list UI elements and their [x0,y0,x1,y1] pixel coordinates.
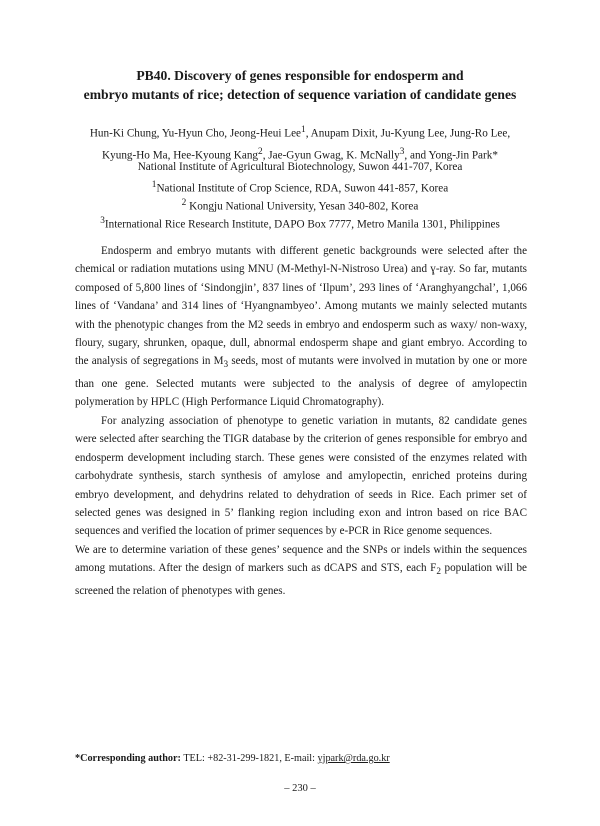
paragraph-text: population will be screened the relation of phenotypes with genes. [75,562,527,597]
affiliation-text: Kongju National University, Yesan 340-802, Korea [186,200,419,213]
affiliation-marker: 3 [100,216,105,226]
paper-title [40,66,560,104]
abstract-body [75,242,527,600]
paragraph-text: seeds, most of mutants were involved in mutation by one or more than one gene. Selected mutants were subjected to the analysis of degree of amylopectin polymeration by HPLC (High Performance Liquid Chromatography). [75,355,527,409]
paragraph-text: Endosperm and embryo mutants with different genetic backgrounds were selected after the chemical or radiation mutations using MNU (M-Methyl-N-Nistroso Urea) and ɣ-ray. So far, mutants composed of 5,800 lines of ‘Sindongjin’, 837 lines of ‘Ilpum’, 293 lines of ‘Aranghyangchal’, 1,066 lines of ‘Vandana’ and 314 lines of ‘Hyangnambyeo’. Among mutants we mainly selected mutants with the phenotypic changes from the M2 seeds in embryo and endosperm such as waxy/ non-waxy, floury, sugary, shrunken, opaque, dull, abnormal endosperm shape and giant embryo. According to the analysis of segregations in M [75,245,527,368]
affiliation-text: International Rice Research Institute, DAPO Box 7777, Metro Manila 1301, Philippines [104,218,500,231]
paragraph-2: For analyzing association of phenotype to genetic variation in mutants, 82 candidate genes were selected after searching the TIGR database by the criterion of genes responsible for embryo and endosperm development including starch. These genes were consisted of the enzymes related with carbohydrate synthesis, starch synthesis of amylose and amylopectin, enriched proteins during embryo development, and dehydrins related to dehydration of seeds in Rice. Each primer set of selected genes was designed in 5’ flanking region including exon and intron based on rice BAC sequences and verified the location of primer sequences by e-PCR in Rice genome sequences. [75,414,527,538]
paragraph-1 [75,242,527,412]
author-names: , Jae-Gyun Gwag, K. McNally [262,149,400,162]
subscript: 3 [223,360,229,371]
author-line-1 [60,121,540,143]
title-line-2: embryo mutants of rice; detection of sequence variation of candidate genes [83,87,517,102]
corresponding-author-note [75,752,535,766]
page-number: – 230 – [284,783,316,794]
paragraph-3 [75,541,527,600]
title-line-1: PB40. Discovery of genes responsible for endosperm and [136,68,464,83]
affiliation-text: National Institute of Crop Science, RDA, Suwon 441-857, Korea [156,182,449,195]
author-names: , and Yong-Jin Park* [404,149,498,162]
author-names: Kyung-Ho Ma, Hee-Kyoung Kang [102,149,259,162]
footnote-label: *Corresponding author: [75,753,181,764]
author-names: Hun-Ki Chung, Yu-Hyun Cho, Jeong-Heui Lee [89,127,302,140]
affiliation-marker: 2 [181,198,187,208]
paragraph-text: We are to determine variation of these genes’ sequence and the SNPs or indels within the sequences among mutations. After the design of markers such as dCAPS and STS, each F [75,543,527,575]
author-names: , Anupam Dixit, Ju-Kyung Lee, Jung-Ro Lee, [305,127,511,140]
affiliation-marker: 1 [301,125,306,135]
subscript: 2 [436,567,441,578]
affiliation-0 [60,158,540,177]
affiliation-3 [40,212,560,234]
footnote-contact: TEL: +82-31-299-1821, E-mail: [180,753,318,764]
affiliation-marker: 1 [151,180,157,190]
email-link[interactable]: yjpark@rda.go.kr [317,753,390,764]
affiliation-text: National Institute of Agricultural Biotechnology, Suwon 441-707, Korea [137,161,463,173]
affiliation-marker: 2 [258,147,263,158]
affiliation-marker: 3 [399,147,405,158]
